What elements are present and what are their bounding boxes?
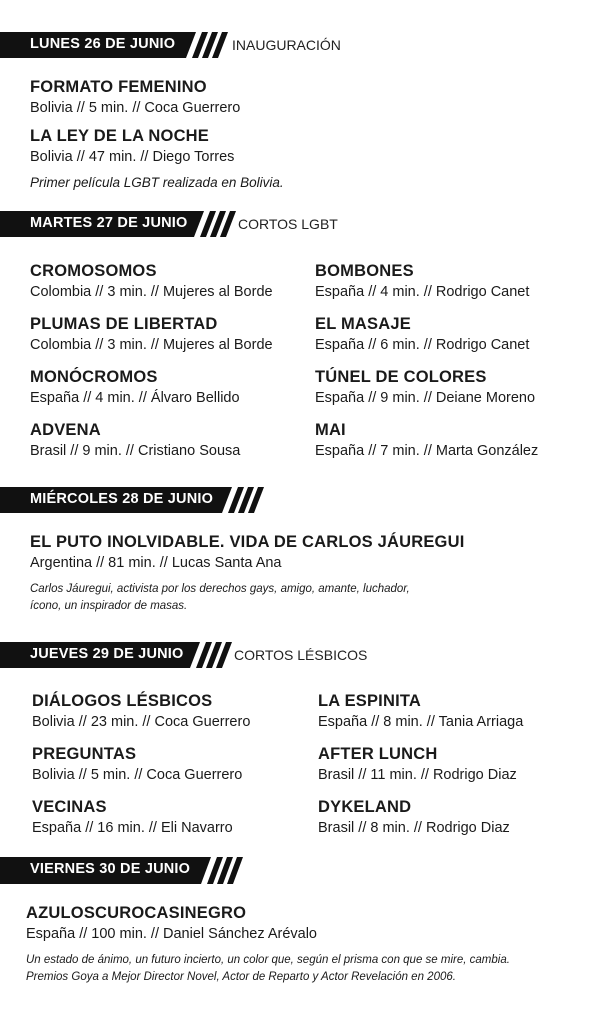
film-meta: Argentina // 81 min. // Lucas Santa Ana <box>30 555 282 571</box>
film-meta: España // 4 min. // Álvaro Bellido <box>30 390 240 406</box>
film-title: PLUMAS DE LIBERTAD <box>30 315 218 333</box>
film-note: Carlos Jáuregui, activista por los derechos gays, amigo, amante, luchador, <box>30 583 410 595</box>
film-meta: España // 4 min. // Rodrigo Canet <box>315 284 530 300</box>
film-title: MAI <box>315 421 346 439</box>
film-meta: Colombia // 3 min. // Mujeres al Borde <box>30 337 273 353</box>
day-label: INAUGURACIÓN <box>232 37 341 53</box>
film-note: ícono, un inspirador de masas. <box>30 600 188 612</box>
film-title: TÚNEL DE COLORES <box>315 368 487 386</box>
film-meta: Bolivia // 23 min. // Coca Guerrero <box>32 714 251 730</box>
film-meta: Bolivia // 5 min. // Coca Guerrero <box>32 767 243 783</box>
film-title: DYKELAND <box>318 798 412 816</box>
day-date: MARTES 27 DE JUNIO <box>30 215 188 231</box>
film-meta: España // 8 min. // Tania Arriaga <box>318 714 524 730</box>
film-title: MONÓCROMOS <box>30 368 158 386</box>
film-meta: Brasil // 8 min. // Rodrigo Diaz <box>318 820 510 836</box>
day-date: LUNES 26 DE JUNIO <box>30 36 176 52</box>
film-title: PREGUNTAS <box>32 745 137 763</box>
day-header-tuesday <box>0 211 338 237</box>
film-title: AZULOSCUROCASINEGRO <box>26 904 247 922</box>
film-meta: España // 6 min. // Rodrigo Canet <box>315 337 530 353</box>
film-meta: Bolivia // 47 min. // Diego Torres <box>30 149 235 165</box>
film-meta: Colombia // 3 min. // Mujeres al Borde <box>30 284 273 300</box>
film-note: Primer película LGBT realizada en Bolivia. <box>30 175 284 190</box>
film-meta: España // 9 min. // Deiane Moreno <box>315 390 536 406</box>
film-title: DIÁLOGOS LÉSBICOS <box>32 692 213 710</box>
film-meta: Brasil // 9 min. // Cristiano Sousa <box>30 443 241 459</box>
film-title: BOMBONES <box>315 262 414 280</box>
film-title: EL MASAJE <box>315 315 411 333</box>
film-meta: España // 100 min. // Daniel Sánchez Arévalo <box>26 926 317 942</box>
day-date: MIÉRCOLES 28 DE JUNIO <box>30 491 214 507</box>
film-meta: Brasil // 11 min. // Rodrigo Diaz <box>318 767 517 783</box>
film-title: LA LEY DE LA NOCHE <box>30 127 210 145</box>
film-note: Un estado de ánimo, un futuro incierto, un color que, según el prisma con que se mire, cambia. <box>26 954 510 966</box>
film-title: AFTER LUNCH <box>318 745 438 763</box>
day-date: VIERNES 30 DE JUNIO <box>30 861 191 877</box>
film-meta: España // 7 min. // Marta González <box>315 443 539 459</box>
film-note: Premios Goya a Mejor Director Novel, Actor de Reparto y Actor Revelación en 2006. <box>26 971 456 983</box>
film-title: CROMOSOMOS <box>30 262 157 280</box>
film-title: VECINAS <box>32 798 107 816</box>
day-header-friday <box>0 857 250 883</box>
film-title: ADVENA <box>30 421 101 439</box>
film-title: LA ESPINITA <box>318 692 422 710</box>
film-title: EL PUTO INOLVIDABLE. VIDA DE CARLOS JÁUREGUI <box>30 533 465 551</box>
day-header-monday <box>0 32 341 58</box>
day-label: CORTOS LÉSBICOS <box>234 647 368 663</box>
day-header-thursday <box>0 642 368 668</box>
day-label: CORTOS LGBT <box>238 216 338 232</box>
day-header-wednesday <box>0 487 270 513</box>
film-meta: Bolivia // 5 min. // Coca Guerrero <box>30 100 241 116</box>
day-date: JUEVES 29 DE JUNIO <box>30 646 184 662</box>
film-title: FORMATO FEMENINO <box>30 78 207 96</box>
film-meta: España // 16 min. // Eli Navarro <box>32 820 233 836</box>
